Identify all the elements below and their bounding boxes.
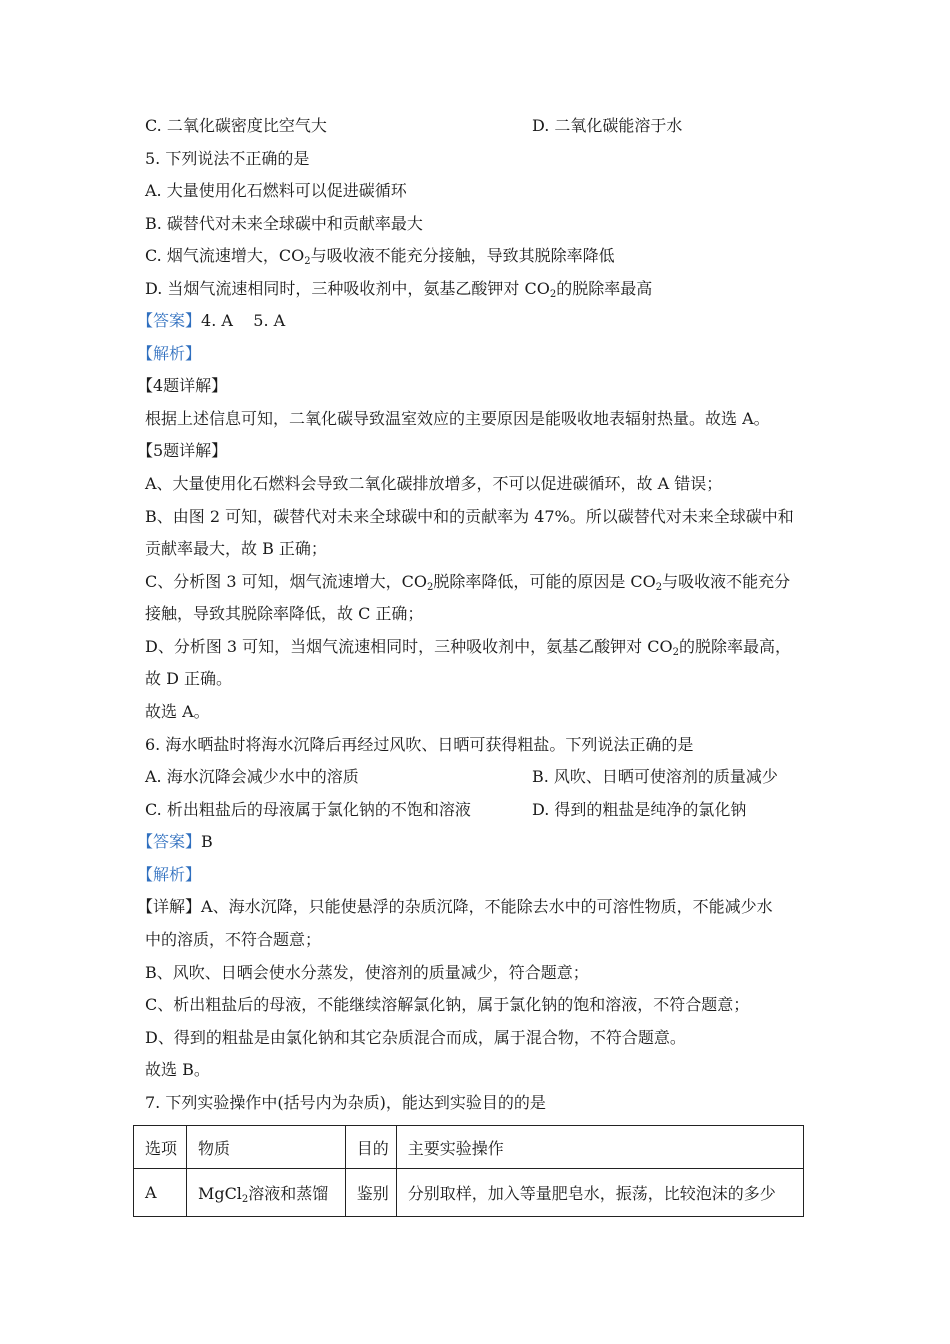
q6-answer-tag: 【答案】: [137, 832, 202, 851]
q6-analysis-tag: 【解析】: [137, 865, 202, 884]
q6-stem: 6. 海水晒盐时将海水沉降后再经过风吹、日晒可获得粗盐。下列说法正确的是: [145, 735, 694, 754]
q7-table: [133, 1125, 804, 1217]
header-operation: 主要实验操作: [396, 1126, 803, 1169]
detail5-conclusion: 故选 A。: [145, 702, 210, 721]
q5-option-b: B. 碳替代对未来全球碳中和贡献率最大: [145, 214, 423, 233]
substance-text-2: 溶液和蒸馏: [248, 1184, 329, 1203]
detail4-text: 根据上述信息可知，二氧化碳导致温室效应的主要原因是能吸收地表辐射热量。故选 A。: [145, 409, 770, 428]
subscript: 2: [655, 582, 663, 593]
cell-substance: [186, 1169, 345, 1217]
detail5-d-text-1: D、分析图 3 可知，当烟气流速相同时，三种吸收剂中，氨基乙酸钾对 CO: [145, 637, 673, 656]
answer-tag: 【答案】: [137, 311, 202, 330]
detail5-d-text-2: 的脱除率最高，: [679, 637, 792, 656]
cell-option: A: [134, 1169, 187, 1217]
detail5-d-2: 故 D 正确。: [145, 669, 233, 688]
cell-purpose: 鉴别: [345, 1169, 396, 1217]
subscript: 2: [426, 582, 434, 593]
q6-option-a: A. 海水沉降会减少水中的溶质: [145, 767, 359, 786]
q6-detail-c: C、析出粗盐后的母液，不能继续溶解氯化钠，属于氯化钠的饱和溶液，不符合题意；: [145, 995, 750, 1014]
detail5-tag: 【5题详解】: [137, 441, 228, 460]
detail5-c-text-1: C、分析图 3 可知，烟气流速增大，CO: [145, 572, 427, 591]
q5-option-d: [145, 279, 652, 299]
q6-detail-a-1: [137, 897, 773, 917]
detail5-c-1: [145, 572, 790, 592]
q5-d-text-1: D. 当烟气流速相同时，三种吸收剂中，氨基乙酸钾对 CO: [145, 279, 550, 298]
q5-option-a: A. 大量使用化石燃料可以促进碳循环: [145, 181, 407, 200]
subscript: 2: [304, 256, 311, 267]
subscript: 2: [549, 289, 557, 300]
subscript: 2: [672, 647, 680, 658]
header-substance: 物质: [186, 1126, 345, 1169]
q6-detail-a-text: A、海水沉降，只能使悬浮的杂质沉降，不能除去水中的可溶性物质，不能减少水: [201, 897, 773, 916]
substance-text-1: MgCl: [197, 1184, 242, 1203]
detail5-c-text-3: 与吸收液不能充分: [662, 572, 791, 591]
q6-conclusion: 故选 B。: [145, 1060, 210, 1079]
detail5-b-2: 贡献率最大，故 B 正确；: [145, 539, 327, 558]
detail5-c-text-2: 脱除率降低，可能的原因是 CO: [433, 572, 656, 591]
table-row: [134, 1169, 804, 1217]
detail5-a: A、大量使用化石燃料会导致二氧化碳排放增多，不可以促进碳循环，故 A 错误；: [145, 474, 723, 493]
q6-answer: [137, 832, 213, 852]
analysis-tag: 【解析】: [137, 344, 202, 363]
q6-option-c: C. 析出粗盐后的母液属于氯化钠的不饱和溶液: [145, 800, 471, 819]
detail4-tag: 【4题详解】: [137, 376, 228, 395]
q5-c-text-1: C. 烟气流速增大，CO: [145, 246, 305, 265]
q6-detail-tag: 【详解】: [137, 897, 202, 916]
q6-answer-text: B: [201, 832, 213, 851]
q6-option-b: B. 风吹、日晒可使溶剂的质量减少: [532, 767, 778, 786]
q6-detail-a-2: 中的溶质，不符合题意；: [145, 930, 322, 949]
answer-text: 4. A 5. A: [201, 311, 286, 330]
detail5-d-1: [145, 637, 791, 657]
q6-option-d: D. 得到的粗盐是纯净的氯化钠: [532, 800, 747, 819]
detail5-c-2: 接触，导致其脱除率降低，故 C 正确；: [145, 604, 424, 623]
subscript: 2: [241, 1194, 249, 1205]
detail5-b-1: B、由图 2 可知，碳替代对未来全球碳中和的贡献率为 47%。所以碳替代对未来全球碳中和: [145, 507, 794, 526]
q5-stem: 5. 下列说法不正确的是: [145, 149, 310, 168]
cell-operation: 分别取样，加入等量肥皂水，振荡，比较泡沫的多少: [396, 1169, 803, 1217]
q5-option-c: [145, 246, 615, 266]
table-header-row: [134, 1126, 804, 1169]
q6-detail-b: B、风吹、日晒会使水分蒸发，使溶剂的质量减少，符合题意；: [145, 963, 589, 982]
header-purpose: 目的: [345, 1126, 396, 1169]
q4-option-c: C. 二氧化碳密度比空气大: [145, 116, 327, 135]
q5-c-text-2: 与吸收液不能充分接触，导致其脱除率降低: [310, 246, 615, 265]
q5-d-text-2: 的脱除率最高: [556, 279, 653, 298]
header-option: 选项: [134, 1126, 187, 1169]
answer-45: [137, 311, 285, 331]
q4-option-d: D. 二氧化碳能溶于水: [532, 116, 683, 135]
q6-detail-d: D、得到的粗盐是由氯化钠和其它杂质混合而成，属于混合物，不符合题意。: [145, 1028, 686, 1047]
q7-stem: 7. 下列实验操作中(括号内为杂质)，能达到实验目的的是: [145, 1093, 546, 1112]
